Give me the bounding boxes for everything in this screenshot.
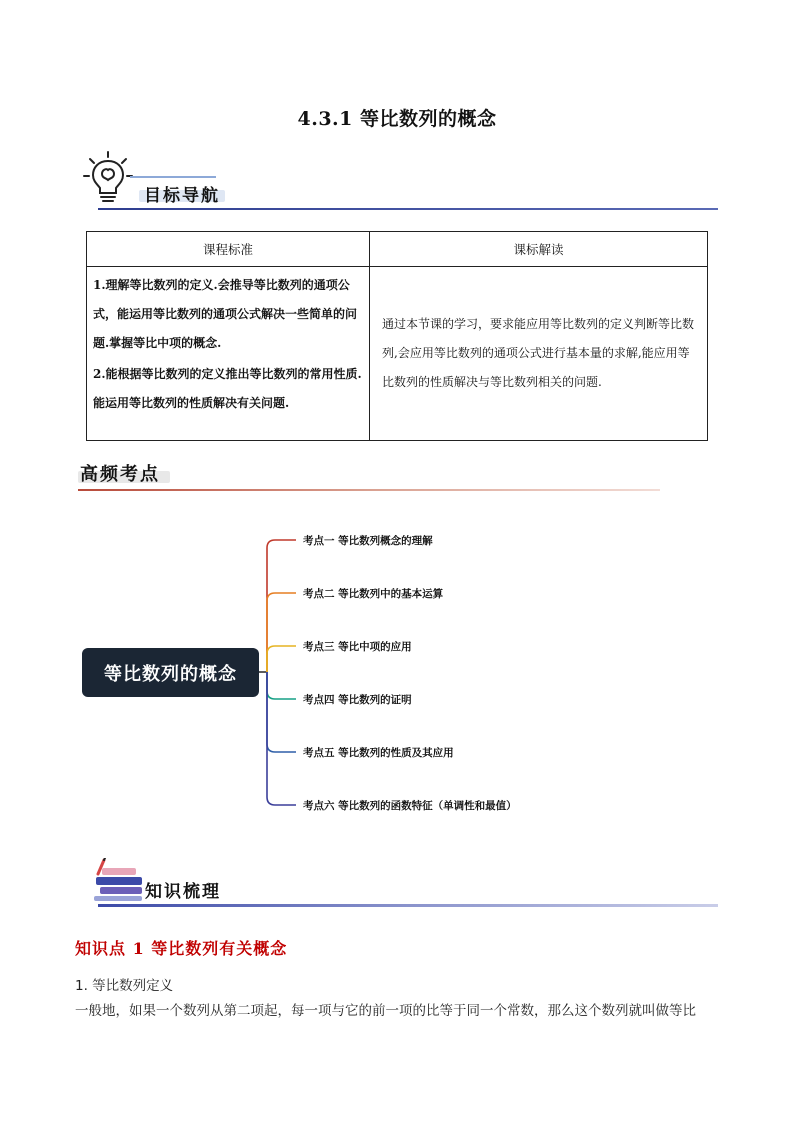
- section-label-goals: 目标导航: [144, 186, 220, 206]
- standard-item-1: 1.理解等比数列的定义.会推导等比数列的通项公式，能运用等比数列的通项公式解决一些简单的问题.掌握等比中项的概念.: [93, 278, 358, 350]
- table-cell-interpretation: 通过本节课的学习，要求能应用等比数列的定义判断等比数列,会应用等比数列的通项公式进行基本量的求解,能应用等比数列的性质解决与等比数列相关的问题.: [370, 267, 708, 441]
- mindmap-branch: 考点五 等比数列的性质及其应用: [303, 747, 454, 759]
- definition-heading: 1. 等比数列定义: [75, 978, 174, 994]
- definition-paragraph: 一般地，如果一个数列从第二项起，每一项与它的前一项的比等于同一个常数，那么这个数列就叫做等比: [75, 1003, 696, 1019]
- knowledge-point-title: 知识点 1 等比数列有关概念: [75, 939, 288, 958]
- page-title: 4.3.1 等比数列的概念: [297, 108, 497, 130]
- standard-item-2: 2.能根据等比数列的定义推出等比数列的常用性质.能运用等比数列的性质解决有关问题.: [93, 367, 362, 410]
- section-divider: [98, 904, 718, 907]
- mindmap-branch: 考点一 等比数列概念的理解: [303, 535, 433, 547]
- section-label-hotspots: 高频考点: [80, 464, 160, 485]
- books-pencil-icon: [92, 858, 148, 902]
- section-label-knowledge: 知识梳理: [145, 882, 221, 902]
- mindmap-branch: 考点三 等比中项的应用: [303, 641, 412, 653]
- mindmap-root: 等比数列的概念: [82, 648, 259, 697]
- mindmap-branch: 考点四 等比数列的证明: [303, 694, 412, 706]
- mindmap-branch: 考点六 等比数列的函数特征（单调性和最值）: [303, 800, 517, 812]
- table-header-standard: 课程标准: [87, 232, 370, 267]
- table-header-interpretation: 课标解读: [370, 232, 708, 267]
- mindmap-branch: 考点二 等比数列中的基本运算: [303, 588, 444, 600]
